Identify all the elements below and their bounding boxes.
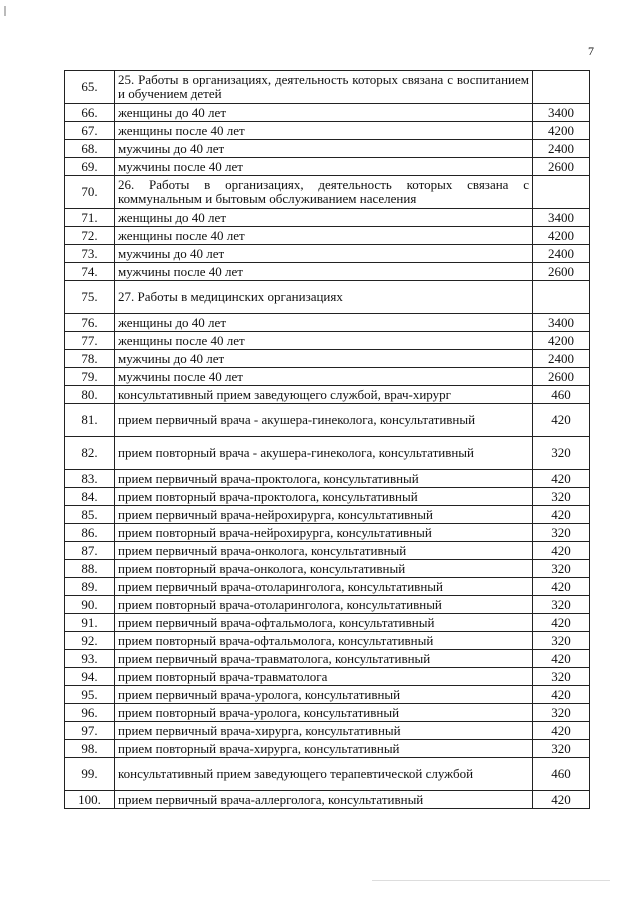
table-row: [65, 122, 590, 140]
row-number: 99.: [65, 758, 115, 791]
service-price: 420: [533, 791, 590, 809]
table-row: [65, 524, 590, 542]
table-row: [65, 722, 590, 740]
service-price: 2400: [533, 350, 590, 368]
table-row: [65, 542, 590, 560]
row-number: 78.: [65, 350, 115, 368]
table-row: [65, 506, 590, 524]
service-price: 460: [533, 386, 590, 404]
table-row: [65, 614, 590, 632]
service-price: 4200: [533, 122, 590, 140]
table-row: [65, 104, 590, 122]
row-number: 80.: [65, 386, 115, 404]
service-name: прием повторный врача-офтальмолога, консультативный: [115, 632, 533, 650]
row-number: 72.: [65, 227, 115, 245]
service-price: 320: [533, 632, 590, 650]
service-price: 3400: [533, 314, 590, 332]
table-row: [65, 470, 590, 488]
row-number: 93.: [65, 650, 115, 668]
service-name: прием первичный врача-уролога, консультативный: [115, 686, 533, 704]
service-name: женщины после 40 лет: [115, 122, 533, 140]
row-number: 71.: [65, 209, 115, 227]
service-price: 320: [533, 704, 590, 722]
service-price: 2600: [533, 158, 590, 176]
row-number: 89.: [65, 578, 115, 596]
service-name: женщины до 40 лет: [115, 314, 533, 332]
service-price: [533, 71, 590, 104]
service-price: 4200: [533, 227, 590, 245]
service-name: прием повторный врача-травматолога: [115, 668, 533, 686]
service-price: [533, 281, 590, 314]
service-name: прием первичный врача-аллерголога, консультативный: [115, 791, 533, 809]
service-name: прием первичный врача-офтальмолога, консультативный: [115, 614, 533, 632]
row-number: 74.: [65, 263, 115, 281]
table-row: [65, 488, 590, 506]
service-price: 320: [533, 560, 590, 578]
row-number: 87.: [65, 542, 115, 560]
service-price: 420: [533, 470, 590, 488]
table-row: [65, 704, 590, 722]
service-price: 420: [533, 542, 590, 560]
table-row: [65, 314, 590, 332]
service-price: [533, 176, 590, 209]
row-number: 77.: [65, 332, 115, 350]
row-number: 75.: [65, 281, 115, 314]
service-name: прием повторный врача-проктолога, консультативный: [115, 488, 533, 506]
service-price: 3400: [533, 209, 590, 227]
service-price: 420: [533, 614, 590, 632]
service-name: женщины после 40 лет: [115, 227, 533, 245]
service-name: прием повторный врача-отоларинголога, консультативный: [115, 596, 533, 614]
service-price: 3400: [533, 104, 590, 122]
row-number: 95.: [65, 686, 115, 704]
service-name: 25. Работы в организациях, деятельность которых связана с воспитанием и обучением детей: [115, 71, 533, 104]
service-price: 2400: [533, 245, 590, 263]
row-number: 98.: [65, 740, 115, 758]
row-number: 82.: [65, 437, 115, 470]
service-name: консультативный прием заведующего терапевтической службой: [115, 758, 533, 791]
scan-corner-mark: [4, 6, 6, 16]
row-number: 79.: [65, 368, 115, 386]
service-name: прием повторный врача-онколога, консультативный: [115, 560, 533, 578]
row-number: 69.: [65, 158, 115, 176]
scan-bottom-line: [372, 880, 610, 881]
table-row: [65, 578, 590, 596]
row-number: 84.: [65, 488, 115, 506]
service-name: прием первичный врача-нейрохирурга, консультативный: [115, 506, 533, 524]
service-price: 320: [533, 668, 590, 686]
service-price: 2600: [533, 368, 590, 386]
service-price: 320: [533, 740, 590, 758]
service-name: прием повторный врача-уролога, консультативный: [115, 704, 533, 722]
page-number: 7: [588, 44, 594, 58]
table-row: [65, 791, 590, 809]
row-number: 67.: [65, 122, 115, 140]
service-name: мужчины до 40 лет: [115, 350, 533, 368]
service-price: 320: [533, 488, 590, 506]
table-row: [65, 758, 590, 791]
table-row: [65, 650, 590, 668]
row-number: 96.: [65, 704, 115, 722]
service-name: прием первичный врача-травматолога, консультативный: [115, 650, 533, 668]
table-row: [65, 596, 590, 614]
service-price: 2400: [533, 140, 590, 158]
service-name: мужчины после 40 лет: [115, 368, 533, 386]
row-number: 91.: [65, 614, 115, 632]
row-number: 86.: [65, 524, 115, 542]
service-name: мужчины до 40 лет: [115, 140, 533, 158]
table-row: [65, 632, 590, 650]
service-name: мужчины после 40 лет: [115, 158, 533, 176]
service-name: прием первичный врача-хирурга, консультативный: [115, 722, 533, 740]
table-row: [65, 560, 590, 578]
service-price: 320: [533, 524, 590, 542]
row-number: 83.: [65, 470, 115, 488]
service-price: 4200: [533, 332, 590, 350]
row-number: 81.: [65, 404, 115, 437]
service-name: мужчины после 40 лет: [115, 263, 533, 281]
row-number: 76.: [65, 314, 115, 332]
table-row: [65, 158, 590, 176]
table-row: [65, 686, 590, 704]
table-row: [65, 368, 590, 386]
service-name: 26. Работы в организациях, деятельность которых связана с коммунальным и бытовым обслуживанием населения: [115, 176, 533, 209]
price-table-body: [65, 71, 590, 809]
table-row: [65, 668, 590, 686]
service-name: прием повторный врача - акушера-гинеколога, консультативный: [115, 437, 533, 470]
service-name: консультативный прием заведующего службой, врач-хирург: [115, 386, 533, 404]
row-number: 88.: [65, 560, 115, 578]
service-name: женщины до 40 лет: [115, 104, 533, 122]
service-name: прием первичный врача-проктолога, консультативный: [115, 470, 533, 488]
table-row: [65, 350, 590, 368]
service-price: 320: [533, 596, 590, 614]
service-price: 420: [533, 506, 590, 524]
table-row: [65, 332, 590, 350]
service-name: прием первичный врача-отоларинголога, консультативный: [115, 578, 533, 596]
table-row: [65, 245, 590, 263]
service-name: мужчины до 40 лет: [115, 245, 533, 263]
service-price: 420: [533, 650, 590, 668]
table-row: [65, 386, 590, 404]
row-number: 68.: [65, 140, 115, 158]
table-row: [65, 227, 590, 245]
table-row: [65, 263, 590, 281]
service-price: 420: [533, 686, 590, 704]
service-price: 420: [533, 722, 590, 740]
row-number: 66.: [65, 104, 115, 122]
table-row: [65, 209, 590, 227]
service-price: 420: [533, 578, 590, 596]
service-price: 460: [533, 758, 590, 791]
table-row: [65, 437, 590, 470]
row-number: 65.: [65, 71, 115, 104]
row-number: 97.: [65, 722, 115, 740]
service-price: 320: [533, 437, 590, 470]
row-number: 70.: [65, 176, 115, 209]
section-header-row: [65, 281, 590, 314]
service-name: прием повторный врача-хирурга, консультативный: [115, 740, 533, 758]
table-row: [65, 740, 590, 758]
service-name: прием первичный врача-онколога, консультативный: [115, 542, 533, 560]
section-header-row: [65, 176, 590, 209]
section-header-row: [65, 71, 590, 104]
row-number: 85.: [65, 506, 115, 524]
service-name: прием первичный врача - акушера-гинеколога, консультативный: [115, 404, 533, 437]
service-price: 2600: [533, 263, 590, 281]
service-name: женщины до 40 лет: [115, 209, 533, 227]
table-row: [65, 140, 590, 158]
service-name: женщины после 40 лет: [115, 332, 533, 350]
service-name: прием повторный врача-нейрохирурга, консультативный: [115, 524, 533, 542]
table-row: [65, 404, 590, 437]
service-price: 420: [533, 404, 590, 437]
row-number: 94.: [65, 668, 115, 686]
row-number: 73.: [65, 245, 115, 263]
price-table: [64, 70, 590, 809]
row-number: 92.: [65, 632, 115, 650]
row-number: 90.: [65, 596, 115, 614]
row-number: 100.: [65, 791, 115, 809]
service-name: 27. Работы в медицинских организациях: [115, 281, 533, 314]
